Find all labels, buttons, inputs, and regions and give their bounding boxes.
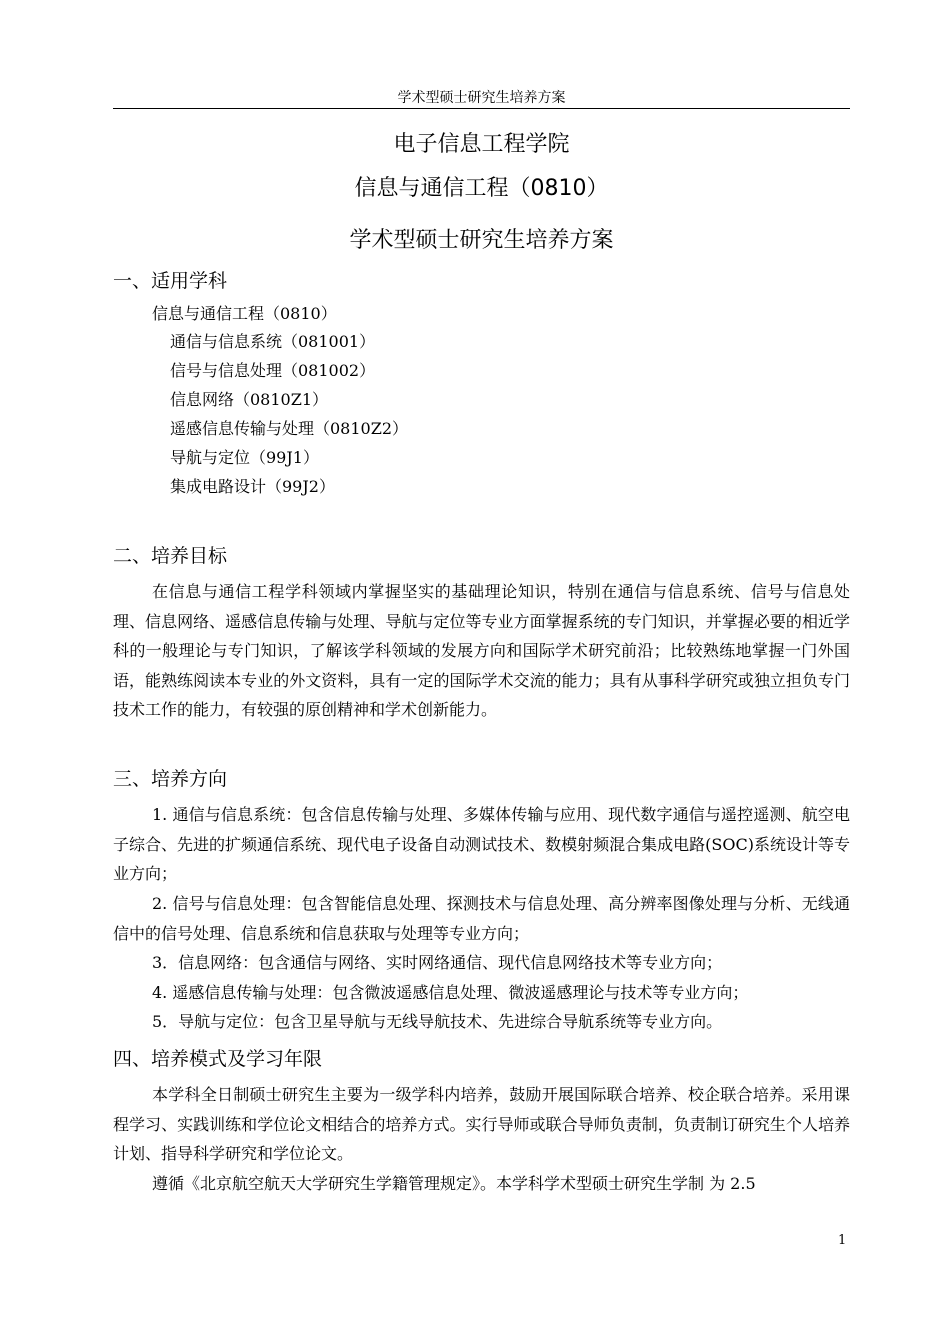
section1-heading: 一、适用学科 bbox=[113, 270, 228, 292]
discipline-item: 信息网络（0810Z1） bbox=[170, 390, 329, 409]
direction-item: 5．导航与定位：包含卫星导航与无线导航技术、先进综合导航系统等专业方向。 bbox=[152, 1012, 723, 1031]
mode-paragraph: 本学科全日制硕士研究生主要为一级学科内培养，鼓励开展国际联合培养、校企联合培养。采用课程学习、实践训练和学位论文相结合的培养方式。实行导师或联合导师负责制，负责制订研究生个人培养计划、指导科学研究和学位论文。 bbox=[113, 1085, 850, 1164]
college-title: 电子信息工程学院 bbox=[393, 132, 570, 157]
discipline-parent: 信息与通信工程（0810） bbox=[152, 304, 337, 323]
discipline-item: 导航与定位（99J1） bbox=[170, 448, 319, 467]
direction-item: 3．信息网络：包含通信与网络、实时网络通信、现代信息网络技术等专业方向； bbox=[152, 953, 723, 972]
discipline-item: 遥感信息传输与处理（0810Z2） bbox=[170, 419, 409, 438]
discipline-item: 信号与信息处理（081002） bbox=[170, 361, 376, 380]
header-rule bbox=[113, 108, 850, 109]
discipline-item: 集成电路设计（99J2） bbox=[170, 477, 335, 496]
direction-item: 4. 遥感信息传输与处理：包含微波遥感信息处理、微波遥感理论与技术等专业方向； bbox=[152, 983, 749, 1002]
section2-heading: 二、培养目标 bbox=[113, 545, 228, 567]
section4-heading: 四、培养模式及学习年限 bbox=[113, 1048, 323, 1070]
discipline-item: 通信与信息系统（081001） bbox=[170, 332, 376, 351]
plan-title: 学术型硕士研究生培养方案 bbox=[349, 228, 614, 253]
direction-item: 2. 信号与信息处理：包含智能信息处理、探测技术与信息处理、高分辨率图像处理与分析、无线通信中的信号处理、信息系统和信息获取与处理等专业方向； bbox=[113, 894, 850, 943]
duration-paragraph: 遵循《北京航空航天大学研究生学籍管理规定》。本学科学术型硕士研究生学制 为 2.5 bbox=[152, 1174, 756, 1193]
section3-heading: 三、培养方向 bbox=[113, 768, 228, 790]
running-header: 学术型硕士研究生培养方案 bbox=[397, 90, 566, 106]
page-number: 1 bbox=[838, 1233, 847, 1248]
direction-item: 1. 通信与信息系统：包含信息传输与处理、多媒体传输与应用、现代数字通信与遥控遥测、航空电子综合、先进的扩频通信系统、现代电子设备自动测试技术、数模射频混合集成电路(SOC)系统设计等专业方向； bbox=[113, 805, 850, 884]
objective-paragraph: 在信息与通信工程学科领域内掌握坚实的基础理论知识，特别在通信与信息系统、信号与信息处理、信息网络、遥感信息传输与处理、导航与定位等专业方面掌握系统的专门知识，并掌握必要的相近学科的一般理论与专门知识，了解该学科领域的发展方向和国际学术研究前沿；比较熟练地掌握一门外国语，能熟练阅读本专业的外文资料，具有一定的国际学术交流的能力；具有从事科学研究或独立担负专门技术工作的能力，有较强的原创精神和学术创新能力。 bbox=[113, 582, 850, 720]
discipline-title: 信息与通信工程（0810） bbox=[354, 176, 609, 201]
